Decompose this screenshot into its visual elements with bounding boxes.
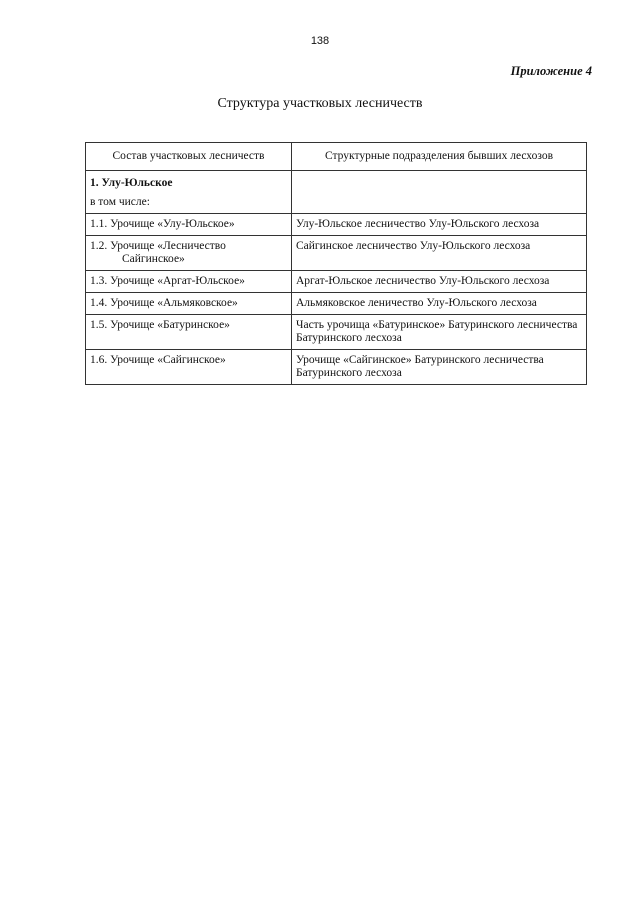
table-row: [86, 236, 587, 271]
forestry-cell: [86, 271, 292, 293]
column-header-forestry: Состав участковых лесничеств: [86, 143, 292, 171]
table-header-row: [86, 143, 587, 171]
appendix-label: Приложение 4: [510, 64, 592, 78]
group-title: 1. Улу-Юльское: [90, 177, 173, 189]
forestry-structure-table: [85, 142, 587, 385]
division-cell: Альмяковское леничество Улу-Юльского лесхоза: [292, 293, 587, 315]
group-subtitle: в том числе:: [90, 196, 150, 208]
forestry-label: 1.4. Урочище «Альмяковское»: [90, 297, 238, 309]
forestry-cell: [86, 350, 292, 385]
forestry-label: 1.3. Урочище «Аргат-Юльское»: [90, 275, 245, 287]
table-row: [86, 315, 587, 350]
division-cell: Часть урочища «Батуринское» Батуринского лесничества Батуринского лесхоза: [292, 315, 587, 350]
forestry-label: 1.2. Урочище «Лесничество Сайгинское»: [90, 240, 226, 265]
division-cell: Урочище «Сайгинское» Батуринского лесничества Батуринского лесхоза: [292, 350, 587, 385]
forestry-cell: [86, 214, 292, 236]
division-cell: Улу-Юльское лесничество Улу-Юльского лесхоза: [292, 214, 587, 236]
table-row: [86, 271, 587, 293]
table-group-row: [86, 171, 587, 214]
column-header-division: Структурные подразделения бывших лесхозов: [292, 143, 587, 171]
table-row: [86, 350, 587, 385]
table-row: [86, 214, 587, 236]
division-cell: Сайгинское лесничество Улу-Юльского лесхоза: [292, 236, 587, 271]
table-row: [86, 293, 587, 315]
forestry-label: 1.5. Урочище «Батуринское»: [90, 319, 230, 331]
forestry-cell: [86, 315, 292, 350]
group-division-cell: [292, 171, 587, 214]
forestry-cell: [86, 236, 292, 271]
forestry-label: 1.1. Урочище «Улу-Юльское»: [90, 218, 235, 230]
division-cell: Аргат-Юльское лесничество Улу-Юльского лесхоза: [292, 271, 587, 293]
page-number: 138: [310, 35, 330, 47]
group-cell: [86, 171, 292, 214]
document-title: Структура участковых лесничеств: [217, 96, 423, 111]
forestry-label: 1.6. Урочище «Сайгинское»: [90, 354, 226, 366]
forestry-cell: [86, 293, 292, 315]
